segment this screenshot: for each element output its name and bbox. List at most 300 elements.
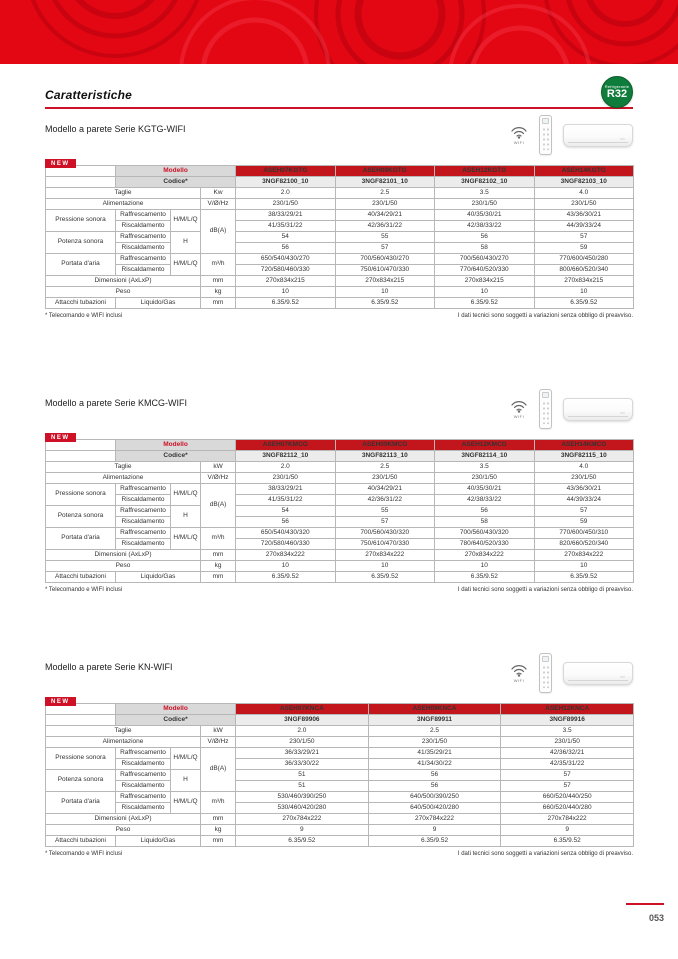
value-cell: 2.5: [335, 188, 435, 199]
unit-cell: V/Ø/Hz: [201, 737, 236, 748]
section-head: [45, 391, 633, 441]
row-label-portata-aria: Portata d'aria: [46, 254, 116, 276]
value-cell: 40/35/30/21: [435, 210, 535, 221]
value-cell: 270x784x222: [368, 814, 501, 825]
section-heading: Modello a parete Serie KN-WIFI: [45, 662, 173, 672]
value-cell: 36/33/29/21: [236, 748, 369, 759]
value-cell: 42/36/32/21: [501, 748, 634, 759]
table-row: [46, 188, 634, 199]
value-cell: 6.35/9.52: [335, 572, 435, 583]
row-label-portata-aria: Portata d'aria: [46, 528, 116, 550]
value-cell: 3.5: [501, 726, 634, 737]
ac-unit-image: [563, 124, 633, 147]
page-number: [626, 903, 664, 926]
value-cell: 10: [335, 287, 435, 298]
value-cell: 3.5: [435, 188, 535, 199]
unit-cell: mm: [201, 550, 236, 561]
row-sub-label: Riscaldamento: [116, 539, 171, 550]
section-head: [45, 655, 633, 705]
value-cell: 2.0: [236, 462, 336, 473]
code-cell: 3NGF82113_10: [335, 451, 435, 462]
model-name-cell: ASEH07KNCA: [236, 704, 369, 715]
ac-unit-image: [563, 398, 633, 421]
value-cell: 3.5: [435, 462, 535, 473]
mode-cell: H/M/L/Q: [171, 254, 201, 276]
value-cell: 57: [335, 243, 435, 254]
r32-badge-label: Refrigerante: [604, 84, 630, 89]
value-cell: 10: [435, 287, 535, 298]
value-cell: 6.35/9.52: [335, 298, 435, 309]
footnote-row: [45, 313, 633, 319]
footnote-right: I dati tecnici sono soggetti a variazioni senza obbligo di preavviso.: [457, 851, 633, 857]
table-row: [46, 276, 634, 287]
value-cell: 770/600/450/310: [534, 528, 634, 539]
row-label-potenza-sonora: Potenza sonora: [46, 232, 116, 254]
row-label-pressione-sonora: Pressione sonora: [46, 484, 116, 506]
value-cell: 2.0: [236, 188, 336, 199]
value-cell: 56: [435, 232, 535, 243]
value-cell: 55: [335, 506, 435, 517]
r32-badge-value: R32: [606, 88, 628, 100]
value-cell: 6.35/9.52: [534, 572, 634, 583]
row-sub-label: Liquido/Gas: [116, 572, 201, 583]
row-sub-label: Raffrescamento: [116, 484, 171, 495]
value-cell: 230/1/50: [534, 473, 634, 484]
value-cell: 700/560/430/320: [435, 528, 535, 539]
value-cell: 6.35/9.52: [534, 298, 634, 309]
value-cell: 270x834x215: [435, 276, 535, 287]
ac-unit-vent: [568, 142, 628, 143]
value-cell: 6.35/9.52: [236, 836, 369, 847]
table-row: [46, 572, 634, 583]
row-sub-label: Riscaldamento: [116, 803, 171, 814]
model-name-cell: ASEH12KMCG: [435, 440, 535, 451]
value-cell: 6.35/9.52: [435, 298, 535, 309]
value-cell: 57: [501, 781, 634, 792]
value-cell: 40/34/29/21: [335, 210, 435, 221]
product-images: [510, 115, 633, 155]
value-cell: 57: [534, 232, 634, 243]
remote-control-image: [539, 389, 552, 429]
table-row: [46, 759, 634, 770]
value-cell: 270x834x215: [236, 276, 336, 287]
unit-cell: m³/h: [201, 528, 236, 550]
value-cell: 43/36/30/21: [534, 484, 634, 495]
table-row: [46, 825, 634, 836]
value-cell: 43/36/30/21: [534, 210, 634, 221]
wifi-icon: [510, 400, 528, 419]
table-row: [46, 506, 634, 517]
value-cell: 10: [534, 561, 634, 572]
value-cell: 58: [435, 243, 535, 254]
model-name-cell: ASEH07KMCG: [236, 440, 336, 451]
wifi-icon: [510, 664, 528, 683]
sections-container: [45, 117, 633, 857]
mode-cell: H: [171, 506, 201, 528]
code-cell: 3NGF82101_10: [335, 177, 435, 188]
code-cell: 3NGF89911: [368, 715, 501, 726]
footnote-left: * Telecomando e WIFI inclusi: [45, 851, 123, 857]
new-badge: NEW: [45, 159, 76, 168]
row-sub-label: Raffrescamento: [116, 770, 171, 781]
value-cell: 2.5: [335, 462, 435, 473]
value-cell: 44/39/33/24: [534, 221, 634, 232]
header-codice: Codice*: [116, 451, 236, 462]
code-cell: 3NGF82112_10: [236, 451, 336, 462]
blank-cell: [46, 177, 116, 188]
row-label-alimentazione: Alimentazione: [46, 473, 201, 484]
remote-buttons: [542, 400, 549, 424]
footnote-right: I dati tecnici sono soggetti a variazioni senza obbligo di preavviso.: [457, 587, 633, 593]
value-cell: 59: [534, 517, 634, 528]
value-cell: 57: [501, 770, 634, 781]
value-cell: 270x834x222: [534, 550, 634, 561]
banner-swirl-graphic: [0, 0, 678, 64]
ac-unit-vent: [568, 416, 628, 417]
value-cell: 9: [501, 825, 634, 836]
value-cell: 56: [236, 517, 336, 528]
unit-cell: dB(A): [201, 484, 236, 528]
row-label-alimentazione: Alimentazione: [46, 737, 201, 748]
row-label-attacchi: Attacchi tubazioni: [46, 572, 116, 583]
model-name-cell: ASEH07KGTG: [236, 166, 336, 177]
page-number-rule: [626, 903, 664, 905]
table-row: [46, 539, 634, 550]
table-row: [46, 451, 634, 462]
remote-screen: [542, 118, 549, 124]
row-label-taglie: Taglie: [46, 462, 201, 473]
unit-cell: V/Ø/Hz: [201, 473, 236, 484]
row-sub-label: Raffrescamento: [116, 506, 171, 517]
row-sub-label: Raffrescamento: [116, 748, 171, 759]
table-row: [46, 528, 634, 539]
code-cell: 3NGF82114_10: [435, 451, 535, 462]
value-cell: 10: [236, 287, 336, 298]
value-cell: 660/520/440/250: [501, 792, 634, 803]
table-row: [46, 265, 634, 276]
value-cell: 2.0: [236, 726, 369, 737]
table-row: [46, 298, 634, 309]
mode-cell: H: [171, 770, 201, 792]
value-cell: 38/33/29/21: [236, 210, 336, 221]
ac-unit-led: [620, 138, 625, 140]
table-row: [46, 462, 634, 473]
table-row: [46, 715, 634, 726]
header-modello: Modello: [116, 166, 236, 177]
unit-cell: dB(A): [201, 748, 236, 792]
table-row: [46, 737, 634, 748]
ac-unit-led: [620, 676, 625, 678]
value-cell: 56: [236, 243, 336, 254]
table-row: [46, 781, 634, 792]
row-label-potenza-sonora: Potenza sonora: [46, 770, 116, 792]
footnote-left: * Telecomando e WIFI inclusi: [45, 587, 123, 593]
model-section: [45, 655, 633, 857]
ac-unit-image: [563, 662, 633, 685]
table-row: [46, 243, 634, 254]
unit-cell: kg: [201, 825, 236, 836]
table-row: [46, 287, 634, 298]
value-cell: 270x834x222: [435, 550, 535, 561]
value-cell: 270x784x222: [236, 814, 369, 825]
value-cell: 650/540/430/270: [236, 254, 336, 265]
value-cell: 230/1/50: [236, 737, 369, 748]
value-cell: 40/34/29/21: [335, 484, 435, 495]
r32-refrigerant-badge: [601, 76, 633, 108]
value-cell: 56: [435, 506, 535, 517]
model-section: [45, 117, 633, 319]
row-label-pressione-sonora: Pressione sonora: [46, 210, 116, 232]
value-cell: 42/36/31/22: [335, 221, 435, 232]
unit-cell: dB(A): [201, 210, 236, 254]
value-cell: 270x784x222: [501, 814, 634, 825]
model-section: [45, 391, 633, 593]
row-sub-label: Riscaldamento: [116, 243, 171, 254]
unit-cell: mm: [201, 814, 236, 825]
title-row: [45, 84, 633, 102]
value-cell: 660/520/440/280: [501, 803, 634, 814]
model-name-cell: ASEH14KMCG: [534, 440, 634, 451]
section-head: [45, 117, 633, 167]
table-row: [46, 748, 634, 759]
remote-control-image: [539, 115, 552, 155]
blank-cell: [46, 715, 116, 726]
value-cell: 10: [335, 561, 435, 572]
row-label-taglie: Taglie: [46, 726, 201, 737]
value-cell: 2.5: [368, 726, 501, 737]
value-cell: 270x834x222: [335, 550, 435, 561]
value-cell: 6.35/9.52: [368, 836, 501, 847]
unit-cell: kg: [201, 561, 236, 572]
page-title: Caratteristiche: [45, 88, 133, 102]
new-badge: NEW: [45, 433, 76, 442]
unit-cell: kW: [201, 462, 236, 473]
value-cell: 54: [236, 506, 336, 517]
ac-unit-led: [620, 412, 625, 414]
row-sub-label: Riscaldamento: [116, 517, 171, 528]
value-cell: 530/460/420/280: [236, 803, 369, 814]
row-sub-label: Riscaldamento: [116, 781, 171, 792]
value-cell: 700/560/430/320: [335, 528, 435, 539]
value-cell: 9: [236, 825, 369, 836]
value-cell: 230/1/50: [335, 199, 435, 210]
table-row: [46, 792, 634, 803]
top-banner: [0, 0, 678, 64]
row-sub-label: Raffrescamento: [116, 232, 171, 243]
page-number-text: 053: [648, 913, 664, 923]
footnote-row: [45, 587, 633, 593]
value-cell: 700/560/430/270: [435, 254, 535, 265]
row-label-potenza-sonora: Potenza sonora: [46, 506, 116, 528]
header-codice: Codice*: [116, 177, 236, 188]
spec-table: [45, 703, 634, 847]
value-cell: 770/600/450/280: [534, 254, 634, 265]
table-row: [46, 803, 634, 814]
mode-cell: H/M/L/Q: [171, 484, 201, 506]
value-cell: 640/500/390/250: [368, 792, 501, 803]
mode-cell: H/M/L/Q: [171, 792, 201, 814]
row-label-attacchi: Attacchi tubazioni: [46, 836, 116, 847]
code-cell: 3NGF89916: [501, 715, 634, 726]
table-row: [46, 484, 634, 495]
row-sub-label: Riscaldamento: [116, 759, 171, 770]
value-cell: 42/38/33/22: [435, 221, 535, 232]
value-cell: 10: [435, 561, 535, 572]
value-cell: 36/33/30/22: [236, 759, 369, 770]
unit-cell: mm: [201, 572, 236, 583]
row-label-dimensioni: Dimensioni (AxLxP): [46, 550, 201, 561]
code-cell: 3NGF82115_10: [534, 451, 634, 462]
remote-control-image: [539, 653, 552, 693]
value-cell: 38/33/29/21: [236, 484, 336, 495]
value-cell: 230/1/50: [368, 737, 501, 748]
model-name-cell: ASEH09KNCA: [368, 704, 501, 715]
row-label-portata-aria: Portata d'aria: [46, 792, 116, 814]
value-cell: 720/580/460/330: [236, 265, 336, 276]
remote-buttons: [542, 664, 549, 688]
unit-cell: kW: [201, 726, 236, 737]
header-modello: Modello: [116, 704, 236, 715]
table-row: [46, 254, 634, 265]
value-cell: 57: [335, 517, 435, 528]
row-sub-label: Raffrescamento: [116, 528, 171, 539]
code-cell: 3NGF89906: [236, 715, 369, 726]
row-sub-label: Raffrescamento: [116, 210, 171, 221]
row-label-dimensioni: Dimensioni (AxLxP): [46, 276, 201, 287]
header-codice: Codice*: [116, 715, 236, 726]
value-cell: 44/39/33/24: [534, 495, 634, 506]
row-sub-label: Raffrescamento: [116, 254, 171, 265]
product-images: [510, 389, 633, 429]
table-row: [46, 473, 634, 484]
value-cell: 58: [435, 517, 535, 528]
value-cell: 57: [534, 506, 634, 517]
value-cell: 41/35/31/22: [236, 495, 336, 506]
spec-table: [45, 439, 634, 583]
value-cell: 59: [534, 243, 634, 254]
value-cell: 230/1/50: [236, 473, 336, 484]
ac-unit-vent: [568, 680, 628, 681]
value-cell: 42/36/31/22: [335, 495, 435, 506]
row-label-peso: Peso: [46, 825, 201, 836]
value-cell: 55: [335, 232, 435, 243]
footnote-right: I dati tecnici sono soggetti a variazioni senza obbligo di preavviso.: [457, 313, 633, 319]
row-label-attacchi: Attacchi tubazioni: [46, 298, 116, 309]
mode-cell: H/M/L/Q: [171, 528, 201, 550]
value-cell: 230/1/50: [435, 473, 535, 484]
product-images: [510, 653, 633, 693]
wifi-arcs-icon: [510, 664, 528, 677]
row-label-peso: Peso: [46, 287, 201, 298]
code-cell: 3NGF82100_10: [236, 177, 336, 188]
row-sub-label: Riscaldamento: [116, 265, 171, 276]
row-sub-label: Raffrescamento: [116, 792, 171, 803]
mode-cell: H: [171, 232, 201, 254]
value-cell: 4.0: [534, 188, 634, 199]
value-cell: 10: [236, 561, 336, 572]
value-cell: 4.0: [534, 462, 634, 473]
value-cell: 780/640/520/330: [435, 539, 535, 550]
unit-cell: V/Ø/Hz: [201, 199, 236, 210]
wifi-icon-label: WIFI: [513, 139, 525, 145]
unit-cell: m³/h: [201, 792, 236, 814]
footnote-left: * Telecomando e WIFI inclusi: [45, 313, 123, 319]
section-heading: Modello a parete Serie KMCG-WIFI: [45, 398, 188, 408]
value-cell: 54: [236, 232, 336, 243]
model-name-cell: ASEH09KGTG: [335, 166, 435, 177]
table-row: [46, 221, 634, 232]
value-cell: 230/1/50: [534, 199, 634, 210]
row-label-alimentazione: Alimentazione: [46, 199, 201, 210]
table-row: [46, 726, 634, 737]
code-cell: 3NGF82102_10: [435, 177, 535, 188]
wifi-icon: [510, 126, 528, 145]
row-label-dimensioni: Dimensioni (AxLxP): [46, 814, 201, 825]
row-label-pressione-sonora: Pressione sonora: [46, 748, 116, 770]
model-name-cell: ASEH09KMCG: [335, 440, 435, 451]
blank-cell: [46, 451, 116, 462]
mode-cell: H/M/L/Q: [171, 748, 201, 770]
unit-cell: mm: [201, 276, 236, 287]
value-cell: 40/35/30/21: [435, 484, 535, 495]
table-row: [46, 210, 634, 221]
table-row: [46, 770, 634, 781]
model-name-cell: ASEH12KGTG: [435, 166, 535, 177]
unit-cell: Kw: [201, 188, 236, 199]
value-cell: 41/34/30/22: [368, 759, 501, 770]
unit-cell: mm: [201, 836, 236, 847]
unit-cell: m³/h: [201, 254, 236, 276]
value-cell: 270x834x215: [335, 276, 435, 287]
section-heading: Modello a parete Serie KGTG-WIFI: [45, 124, 186, 134]
table-row: [46, 199, 634, 210]
wifi-arcs-icon: [510, 126, 528, 139]
title-rule: [45, 107, 633, 109]
value-cell: 720/580/460/330: [236, 539, 336, 550]
value-cell: 6.35/9.52: [435, 572, 535, 583]
value-cell: 640/500/420/280: [368, 803, 501, 814]
value-cell: 230/1/50: [236, 199, 336, 210]
value-cell: 770/640/520/330: [435, 265, 535, 276]
page-content: [0, 64, 678, 857]
value-cell: 270x834x222: [236, 550, 336, 561]
remote-screen: [542, 656, 549, 662]
value-cell: 10: [534, 287, 634, 298]
model-name-cell: ASEH14KGTG: [534, 166, 634, 177]
row-sub-label: Liquido/Gas: [116, 836, 201, 847]
value-cell: 800/660/520/340: [534, 265, 634, 276]
wifi-icon-label: WIFI: [513, 413, 525, 419]
unit-cell: mm: [201, 298, 236, 309]
unit-cell: kg: [201, 287, 236, 298]
row-sub-label: Riscaldamento: [116, 221, 171, 232]
value-cell: 230/1/50: [335, 473, 435, 484]
value-cell: 270x834x215: [534, 276, 634, 287]
row-sub-label: Riscaldamento: [116, 495, 171, 506]
spec-table: [45, 165, 634, 309]
table-row: [46, 814, 634, 825]
value-cell: 41/35/29/21: [368, 748, 501, 759]
value-cell: 9: [368, 825, 501, 836]
new-badge: NEW: [45, 697, 76, 706]
row-label-taglie: Taglie: [46, 188, 201, 199]
model-name-cell: ASEH12KNCA: [501, 704, 634, 715]
value-cell: 530/460/390/250: [236, 792, 369, 803]
row-label-peso: Peso: [46, 561, 201, 572]
value-cell: 230/1/50: [435, 199, 535, 210]
value-cell: 42/38/33/22: [435, 495, 535, 506]
value-cell: 56: [368, 781, 501, 792]
